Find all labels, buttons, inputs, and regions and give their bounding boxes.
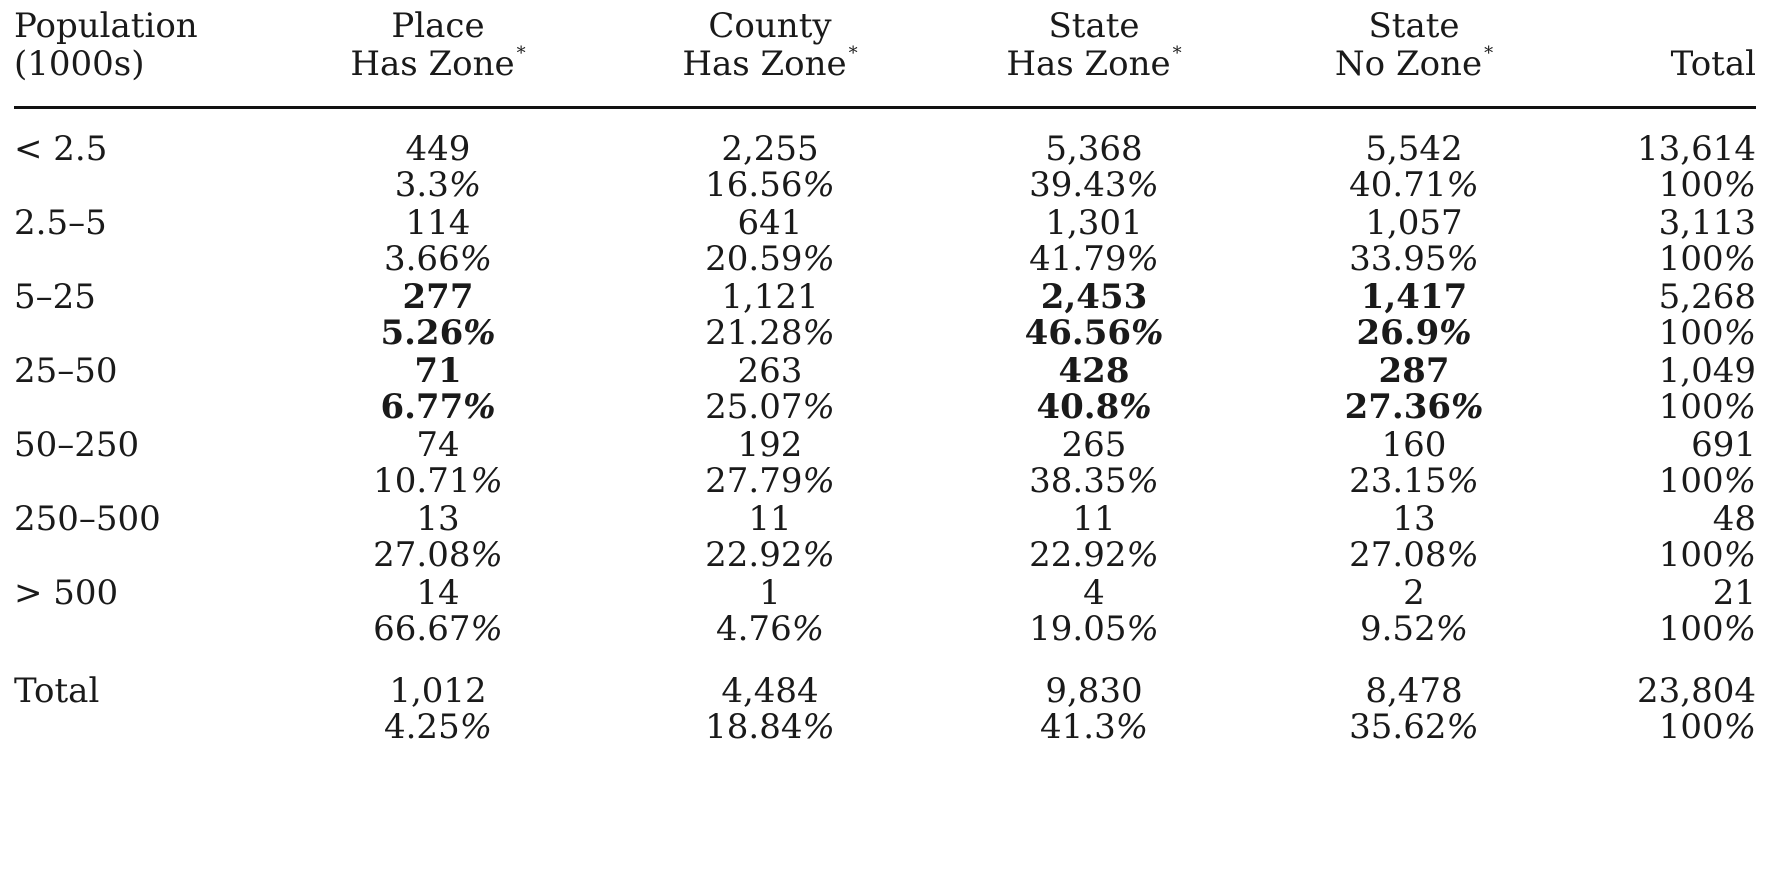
state-no-zone-count: 8,478 — [1365, 671, 1463, 711]
place-has-zone-percent — [384, 707, 492, 747]
percent-value: 100 — [1658, 165, 1724, 205]
county-has-zone-percent — [705, 461, 835, 501]
total-count: 13,614 — [1637, 129, 1756, 169]
percent-sign: % — [448, 165, 482, 205]
header-place-label: Has Zone — [350, 44, 515, 84]
percent-sign: % — [802, 165, 835, 205]
percent-value: 27.08 — [1349, 535, 1447, 575]
county-has-zone-count: 11 — [748, 499, 792, 539]
state-no-zone-percent — [1349, 461, 1479, 501]
state-has-zone-percent — [1029, 461, 1159, 501]
percent-value: 23.15 — [1349, 461, 1447, 501]
state-no-zone-count: 1,417 — [1360, 277, 1468, 317]
percent-value: 27.36 — [1344, 387, 1452, 427]
header-state-nozone-label: No Zone — [1334, 44, 1483, 84]
place-has-zone-percent — [380, 313, 495, 353]
state-has-zone-percent — [1040, 707, 1148, 747]
percent-value: 3.66 — [383, 239, 460, 279]
percent-sign: % — [1451, 387, 1484, 427]
row-label: > 500 — [14, 573, 119, 613]
row-label: 25–50 — [14, 351, 118, 391]
state-no-zone-percent — [1349, 239, 1479, 279]
percent-sign: % — [1446, 165, 1479, 205]
percent-sign: % — [1126, 461, 1159, 501]
header-total: Total — [1670, 44, 1756, 84]
percent-sign: % — [1723, 535, 1756, 575]
percent-value: 25.07 — [705, 387, 803, 427]
percent-value: 19.05 — [1029, 609, 1127, 649]
place-has-zone-percent — [380, 387, 495, 427]
percent-sign: % — [1435, 609, 1469, 649]
percent-sign: % — [802, 707, 835, 747]
percent-value: 100 — [1658, 535, 1724, 575]
percent-sign: % — [1115, 707, 1149, 747]
header-place-line1: Place — [391, 6, 485, 46]
total-percent — [1659, 387, 1756, 427]
state-has-zone-count: 11 — [1072, 499, 1116, 539]
percent-value: 21.28 — [705, 313, 803, 353]
percent-value: 41.3 — [1039, 707, 1116, 747]
total-percent — [1659, 707, 1756, 747]
state-no-zone-count: 1,057 — [1365, 203, 1463, 243]
percent-value: 6.77 — [380, 387, 464, 427]
percent-sign: % — [470, 609, 503, 649]
county-has-zone-count: 1,121 — [721, 277, 819, 317]
percent-sign: % — [802, 239, 835, 279]
place-has-zone-percent — [384, 239, 492, 279]
percent-value: 100 — [1658, 609, 1724, 649]
state-has-zone-count: 5,368 — [1045, 129, 1143, 169]
state-no-zone-percent — [1356, 313, 1471, 353]
county-has-zone-count: 192 — [737, 425, 803, 465]
state-no-zone-count: 13 — [1392, 499, 1436, 539]
place-has-zone-count: 1,012 — [389, 671, 487, 711]
total-count: 23,804 — [1637, 671, 1756, 711]
place-has-zone-percent — [373, 609, 503, 649]
place-has-zone-percent — [395, 165, 481, 205]
footnote-mark: * — [848, 43, 858, 64]
total-percent — [1659, 461, 1756, 501]
total-percent — [1659, 535, 1756, 575]
total-percent — [1659, 239, 1756, 279]
state-has-zone-percent — [1029, 239, 1159, 279]
percent-sign: % — [802, 313, 835, 353]
percent-sign: % — [1126, 239, 1159, 279]
state-no-zone-count: 287 — [1378, 351, 1450, 391]
state-has-zone-percent — [1029, 165, 1159, 205]
header-population-line1: Population — [14, 6, 198, 46]
place-has-zone-count: 74 — [416, 425, 460, 465]
state-has-zone-percent — [1029, 609, 1159, 649]
county-has-zone-percent — [705, 239, 835, 279]
percent-sign: % — [791, 609, 825, 649]
percent-value: 41.79 — [1029, 239, 1127, 279]
row-label: < 2.5 — [14, 129, 108, 169]
percent-value: 66.67 — [373, 609, 471, 649]
percent-sign: % — [463, 313, 496, 353]
percent-value: 4.76 — [715, 609, 792, 649]
percent-value: 100 — [1658, 387, 1724, 427]
percent-value: 27.79 — [705, 461, 803, 501]
percent-sign: % — [459, 707, 493, 747]
percent-value: 9.52 — [1359, 609, 1436, 649]
state-has-zone-count: 9,830 — [1045, 671, 1143, 711]
percent-sign: % — [1723, 387, 1756, 427]
total-count: 21 — [1712, 573, 1756, 613]
state-has-zone-percent — [1036, 387, 1151, 427]
total-percent — [1659, 313, 1756, 353]
header-state-nozone-line2 — [1335, 44, 1493, 90]
percent-sign: % — [1446, 535, 1479, 575]
percent-value: 38.35 — [1029, 461, 1127, 501]
header-state-zone-line2 — [1006, 44, 1181, 90]
percent-sign: % — [1446, 461, 1479, 501]
place-has-zone-count: 13 — [416, 499, 460, 539]
percent-sign: % — [459, 239, 493, 279]
percent-sign: % — [1446, 707, 1479, 747]
percent-value: 100 — [1658, 461, 1724, 501]
place-has-zone-count: 114 — [405, 203, 471, 243]
header-state-zone-line1: State — [1048, 6, 1140, 46]
total-percent — [1659, 165, 1756, 205]
state-no-zone-percent — [1349, 707, 1479, 747]
state-has-zone-percent — [1029, 535, 1159, 575]
total-count: 48 — [1712, 499, 1756, 539]
total-count: 5,268 — [1658, 277, 1756, 317]
header-county-line1: County — [708, 6, 832, 46]
percent-sign: % — [1446, 239, 1479, 279]
percent-value: 5.26 — [380, 313, 464, 353]
county-has-zone-percent — [705, 165, 835, 205]
percent-sign: % — [1126, 165, 1159, 205]
percent-value: 22.92 — [1029, 535, 1127, 575]
percent-sign: % — [470, 461, 503, 501]
place-has-zone-count: 14 — [416, 573, 460, 613]
place-has-zone-count: 71 — [414, 351, 462, 391]
row-label: 5–25 — [14, 277, 96, 317]
percent-value: 10.71 — [373, 461, 471, 501]
percent-sign: % — [470, 535, 503, 575]
percent-value: 16.56 — [705, 165, 803, 205]
percent-value: 18.84 — [705, 707, 803, 747]
percent-value: 100 — [1658, 239, 1724, 279]
county-has-zone-count: 263 — [737, 351, 803, 391]
percent-sign: % — [1723, 609, 1756, 649]
header-rule — [14, 106, 1756, 109]
state-no-zone-count: 5,542 — [1365, 129, 1463, 169]
header-population-line2: (1000s) — [14, 44, 145, 84]
county-has-zone-count: 2,255 — [721, 129, 819, 169]
percent-value: 4.25 — [383, 707, 460, 747]
state-has-zone-count: 2,453 — [1040, 277, 1148, 317]
percent-sign: % — [802, 461, 835, 501]
row-label: 50–250 — [14, 425, 140, 465]
percent-sign: % — [1119, 387, 1152, 427]
percent-value: 22.92 — [705, 535, 803, 575]
percent-sign: % — [1723, 165, 1756, 205]
percent-value: 100 — [1658, 707, 1724, 747]
percent-sign: % — [1723, 313, 1756, 353]
row-label: Total — [14, 671, 100, 711]
header-county-label: Has Zone — [682, 44, 847, 84]
percent-sign: % — [463, 387, 496, 427]
header-county-line2 — [682, 44, 857, 90]
footnote-mark: * — [516, 43, 526, 64]
row-label: 2.5–5 — [14, 203, 107, 243]
place-has-zone-percent — [373, 535, 503, 575]
state-no-zone-percent — [1349, 535, 1479, 575]
percent-sign: % — [1126, 609, 1159, 649]
state-no-zone-percent — [1360, 609, 1468, 649]
state-has-zone-count: 265 — [1061, 425, 1127, 465]
state-no-zone-count: 2 — [1403, 573, 1425, 613]
county-has-zone-count: 641 — [737, 203, 803, 243]
percent-sign: % — [802, 387, 835, 427]
percent-value: 35.62 — [1349, 707, 1447, 747]
percent-value: 40.8 — [1036, 387, 1120, 427]
percent-sign: % — [1439, 313, 1472, 353]
percent-sign: % — [1131, 313, 1164, 353]
place-has-zone-count: 277 — [402, 277, 474, 317]
total-percent — [1659, 609, 1756, 649]
footnote-mark: * — [1172, 43, 1182, 64]
row-label: 250–500 — [14, 499, 161, 539]
place-has-zone-count: 449 — [405, 129, 471, 169]
county-has-zone-percent — [705, 535, 835, 575]
total-count: 3,113 — [1658, 203, 1756, 243]
percent-value: 39.43 — [1029, 165, 1127, 205]
county-has-zone-percent — [705, 313, 835, 353]
state-no-zone-percent — [1349, 165, 1479, 205]
header-state-nozone-line1: State — [1368, 6, 1460, 46]
percent-value: 3.3 — [394, 165, 449, 205]
state-has-zone-count: 4 — [1083, 573, 1105, 613]
county-has-zone-count: 1 — [759, 573, 781, 613]
state-has-zone-count: 1,301 — [1045, 203, 1143, 243]
header-place-line2 — [350, 44, 525, 90]
state-no-zone-count: 160 — [1381, 425, 1447, 465]
percent-value: 20.59 — [705, 239, 803, 279]
state-no-zone-percent — [1345, 387, 1484, 427]
county-has-zone-percent — [716, 609, 824, 649]
percent-sign: % — [1723, 461, 1756, 501]
percent-sign: % — [802, 535, 835, 575]
county-has-zone-percent — [705, 387, 835, 427]
percent-value: 26.9 — [1356, 313, 1440, 353]
state-has-zone-percent — [1025, 313, 1164, 353]
county-has-zone-count: 4,484 — [721, 671, 819, 711]
state-has-zone-count: 428 — [1058, 351, 1130, 391]
percent-value: 46.56 — [1024, 313, 1132, 353]
place-has-zone-percent — [373, 461, 503, 501]
county-has-zone-percent — [705, 707, 835, 747]
percent-value: 100 — [1658, 313, 1724, 353]
percent-value: 33.95 — [1349, 239, 1447, 279]
percent-value: 27.08 — [373, 535, 471, 575]
percent-sign: % — [1723, 239, 1756, 279]
percent-sign: % — [1126, 535, 1159, 575]
percent-value: 40.71 — [1349, 165, 1447, 205]
total-count: 691 — [1691, 425, 1756, 465]
header-state-zone-label: Has Zone — [1006, 44, 1171, 84]
total-count: 1,049 — [1658, 351, 1756, 391]
percent-sign: % — [1723, 707, 1756, 747]
footnote-mark: * — [1484, 43, 1494, 64]
